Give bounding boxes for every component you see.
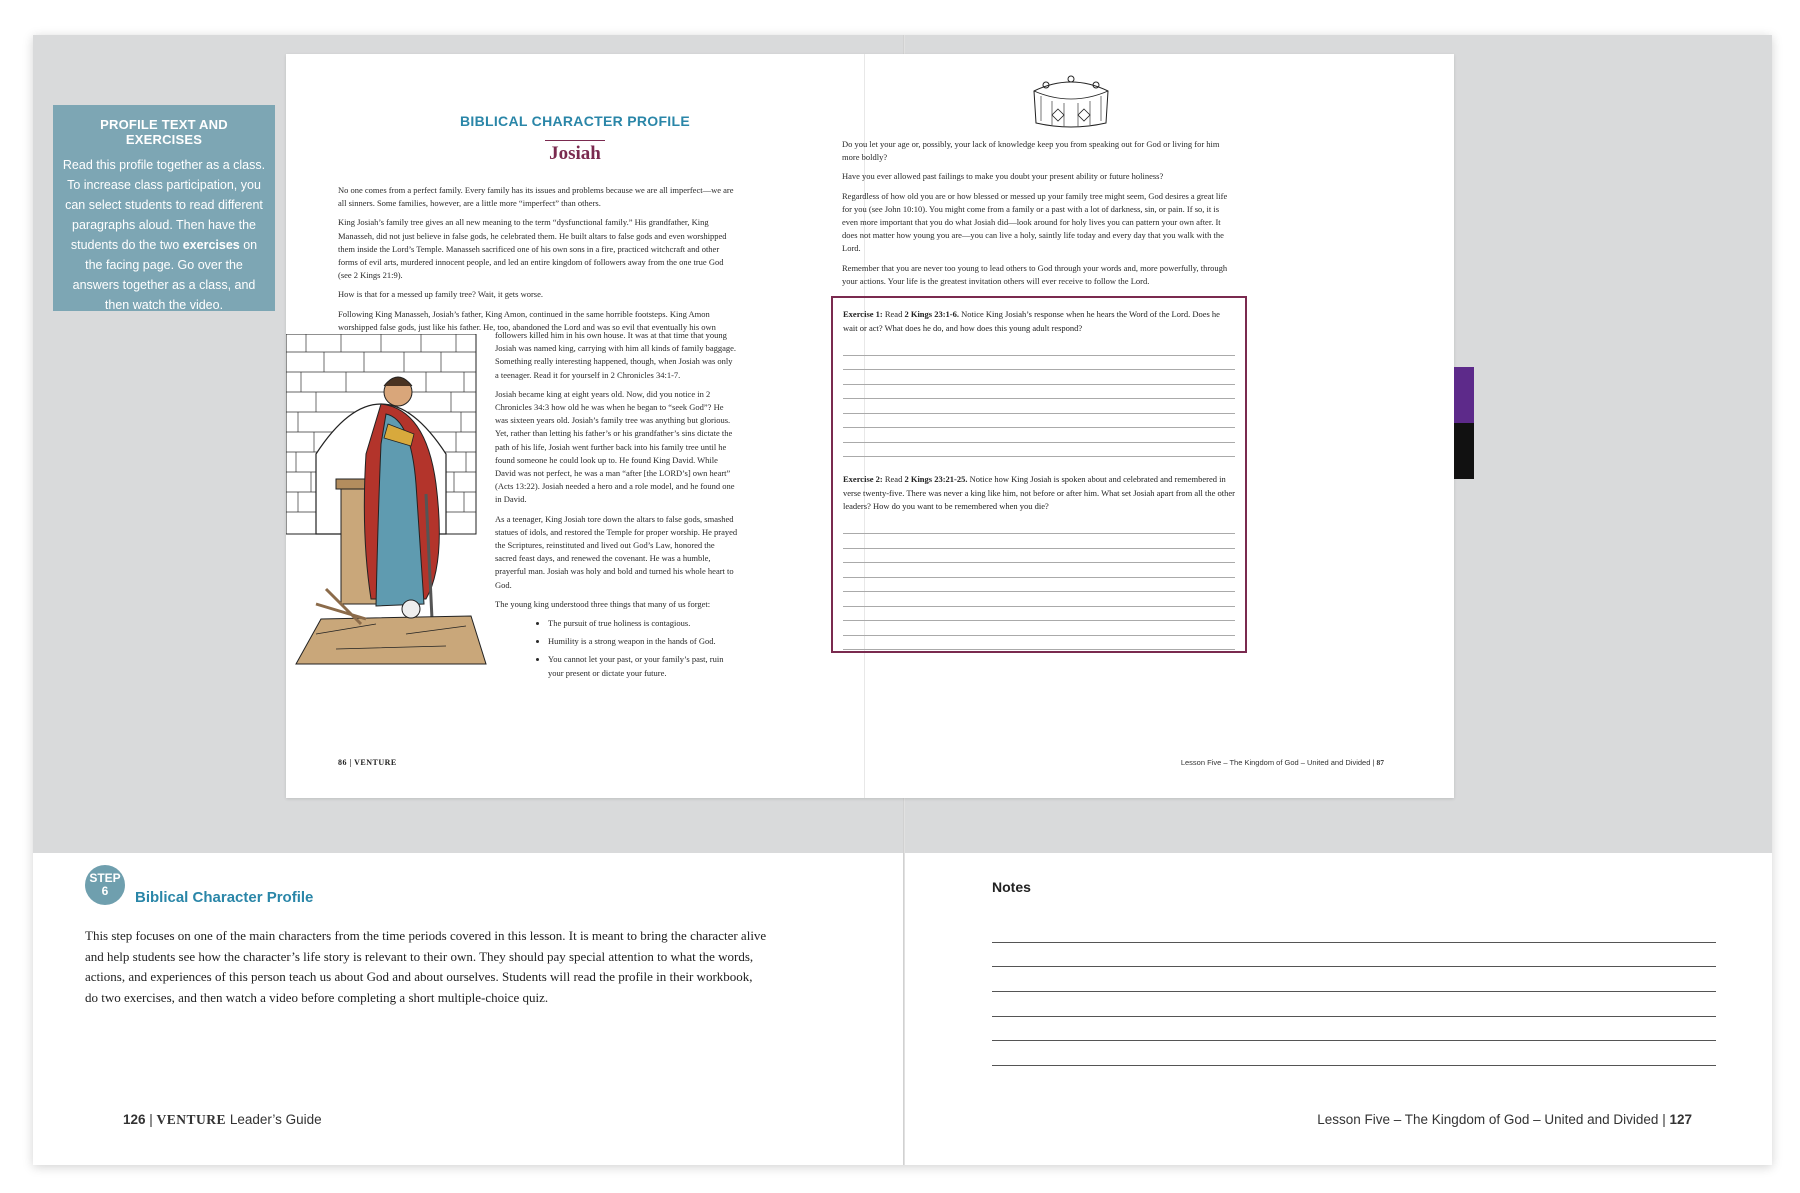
guide-page-number: 126	[123, 1112, 146, 1127]
notes-lines[interactable]	[992, 918, 1716, 1066]
josiah-illustration	[286, 334, 491, 679]
profile-body-right	[842, 138, 1237, 294]
sidebar-text-bold: exercises	[182, 238, 240, 252]
sidebar-text-part: Read this profile together as a class. To increase class participation, you can select students to read different paragraphs aloud. Then have the students do the two	[62, 158, 266, 252]
folio-title: VENTURE	[354, 758, 397, 767]
bullet-item: • You cannot let your past, or your family’s past, ruin your present or dictate your future.	[548, 653, 738, 679]
guide-folio-right: Lesson Five – The Kingdom of God – United and Divided | 127	[1317, 1112, 1692, 1127]
workbook-spread	[286, 54, 1454, 798]
workbook-folio-right: Lesson Five – The Kingdom of God – United and Divided | 87	[1180, 758, 1384, 767]
answer-line[interactable]	[843, 563, 1235, 578]
answer-line[interactable]	[843, 443, 1235, 458]
sidebar-text-part: on the facing page. Go over the answers together as a class, and then watch the video.	[72, 238, 258, 312]
guide-title: Lesson Five – The Kingdom of God – United and Divided	[1317, 1112, 1659, 1127]
notes-line[interactable]	[992, 918, 1716, 943]
notes-title: Notes	[992, 879, 1031, 895]
exercise-label: Exercise 1:	[843, 309, 883, 319]
answer-line[interactable]	[843, 636, 1235, 651]
step-line: and help students see how the character’s life story is relevant to their own. They should pay special attention to what the words,	[85, 948, 754, 964]
folio-page-number: 86	[338, 758, 347, 767]
paragraph: Remember that you are never too young to lead others to God through your words and, more powerfully, through your actions. Your life is the greatest invitation others will ever receive to follow the Lord.	[842, 262, 1228, 286]
section-tab-purple	[1454, 367, 1474, 423]
answer-line[interactable]	[843, 607, 1235, 622]
folio-title: Lesson Five – The Kingdom of God – United and Divided	[1180, 758, 1371, 767]
paragraph: No one comes from a perfect family. Every family has its issues and problems because we are all imperfect—we are all sinners. Some families, however, are a little more “imperfect” than others.	[338, 185, 734, 209]
answer-line[interactable]	[843, 370, 1235, 385]
profile-body-wrap	[495, 329, 738, 685]
notes-line[interactable]	[992, 992, 1716, 1017]
sidebar-title: PROFILE TEXT AND EXERCISES	[100, 117, 228, 147]
exercise-text: Notice how King Josiah is spoken about and celebrated and remembered in verse twenty-five. There was never a king like him, not before or after him. What set Josiah apart from all the other leaders? How do you want to be remembered when you die?	[843, 474, 1235, 511]
profile-sidebar-box	[53, 105, 275, 311]
notes-line[interactable]	[992, 943, 1716, 968]
profile-rule	[545, 140, 605, 141]
answer-line[interactable]	[843, 578, 1235, 593]
exercise-label: Exercise 2:	[843, 474, 883, 484]
paragraph: As a teenager, King Josiah tore down the altars to false gods, smashed statues of idols, and restored the Temple for proper worship. He prayed the Scriptures, reinstituted and lived out God’s Law, honored the sacred feast days, and renewed the covenant. He was a humble, prayerful man. Josiah was holy and bold and turned his whole heart to God.	[495, 513, 738, 590]
exercise-text: Notice King Josiah’s response when he hears the Word of the Lord. Does he wait or act? What does he do, and how does this young adult respond?	[843, 309, 1220, 333]
answer-line[interactable]	[843, 414, 1235, 429]
notes-line[interactable]	[992, 1041, 1716, 1066]
paragraph: Regardless of how old you are or how blessed or messed up your family tree might seem, God desires a great life for you (see John 10:10). You might come from a family or a past with a lot of darkness, sin, or pain. If so, it is even more important that you do what Josiah did—look around for holy lives you can pattern your own after. It does not matter how young you are—you can live a holy, saintly life today and every day that you walk with the Lord.	[842, 190, 1228, 254]
exercise-text: Read	[882, 474, 905, 484]
answer-line[interactable]	[843, 592, 1235, 607]
step-title: Biblical Character Profile	[135, 889, 314, 906]
profile-body-top	[338, 184, 734, 340]
step-badge	[85, 865, 125, 905]
paragraph: Following King Manasseh, Josiah’s father, King Amon, continued in the same horrible footsteps. King Amon worshipped false gods, just like his father. He, too, abandoned the Lord and was so evil that eventually his own	[338, 308, 716, 332]
exercise-1-prompt	[843, 308, 1235, 335]
answer-line[interactable]	[843, 341, 1235, 356]
sidebar-text	[61, 155, 267, 315]
answer-line[interactable]	[843, 534, 1235, 549]
answer-line[interactable]	[843, 385, 1235, 400]
profile-name: Josiah	[549, 143, 601, 164]
notes-line[interactable]	[992, 967, 1716, 992]
step-badge-label: STEP	[89, 871, 121, 885]
crown-icon	[1026, 71, 1116, 131]
answer-line[interactable]	[843, 549, 1235, 564]
paragraph: Do you let your age or, possibly, your lack of knowledge keep you from speaking out for God or living for him more boldly?	[842, 139, 1220, 163]
bullet-list	[495, 617, 738, 680]
folio-page-number: 87	[1376, 758, 1384, 767]
guide-folio-left: 126 | VENTURE Leader’s Guide	[123, 1112, 322, 1127]
paragraph: The young king understood three things that many of us forget:	[495, 598, 711, 609]
profile-kicker: BIBLICAL CHARACTER PROFILE	[460, 113, 690, 129]
paragraph: followers killed him in his own house. It was at that time that young Josiah was named king, carrying with him all kinds of family baggage. Something really interesting happened, though, when Josiah was only a teenager. Read it for yourself in 2 Chronicles 34:1-7.	[495, 330, 737, 380]
answer-line[interactable]	[843, 520, 1235, 535]
answer-line[interactable]	[843, 399, 1235, 414]
step-badge-number: 6	[101, 884, 109, 898]
paragraph: Have you ever allowed past failings to make you doubt your present ability or future holiness?	[842, 171, 1164, 182]
exercise-text: Read	[882, 309, 905, 319]
answer-line[interactable]	[843, 356, 1235, 371]
step-line: do two exercises, and then watch a video before completing a short multiple-choice quiz.	[85, 989, 549, 1005]
exercise-2-prompt	[843, 473, 1235, 514]
workbook-folio-left: 86 | VENTURE	[338, 758, 397, 767]
exercise-box	[831, 296, 1247, 653]
guide-brand: VENTURE	[156, 1112, 227, 1127]
answer-line[interactable]	[843, 428, 1235, 443]
answer-line[interactable]	[843, 621, 1235, 636]
bullet-item: • The pursuit of true holiness is contagious.	[548, 617, 738, 630]
guide-title: Leader’s Guide	[226, 1112, 322, 1127]
exercise-2-answer-lines[interactable]	[843, 520, 1235, 651]
notes-line[interactable]	[992, 1017, 1716, 1042]
guide-page-number: 127	[1669, 1112, 1692, 1127]
step-description	[85, 926, 825, 1008]
step-line: actions, and experiences of this person teach us about God and about ourselves. Students will read the profile in their workbook,	[85, 969, 753, 984]
paragraph: How is that for a messed up family tree? Wait, it gets worse.	[338, 289, 543, 300]
step-line: This step focuses on one of the main characters from the time periods covered in this lesson. It is meant to bring the character alive	[85, 928, 767, 943]
section-tab-black	[1454, 423, 1474, 479]
bullet-item: • Humility is a strong weapon in the hands of God.	[548, 635, 738, 648]
paragraph: Josiah became king at eight years old. Now, did you notice in 2 Chronicles 34:3 how old he was when he began to “seek God”? He was sixteen years old. Josiah’s family tree was anything but glorious. Yet, rather than letting his father’s or his grandfather’s sins dictate the path of his life, Josiah went further back into his family tree until he found someone he could look up to. He found King David. While David was not perfect, he was a man “after [the LORD’s] own heart” (Acts 13:22). Josiah needed a hero and a role model, and he found one in David.	[495, 388, 735, 505]
exercise-reference: 2 Kings 23:21-25.	[904, 474, 968, 484]
exercise-1-answer-lines[interactable]	[843, 341, 1235, 457]
paragraph: King Josiah’s family tree gives an all new meaning to the term “dysfunctional family.” His grandfather, King Manasseh, did not just believe in false gods, he celebrated them. He built altars to false gods and even worshipped them inside the Lord’s Temple. Manasseh sacrificed one of his own sons in a fire, practiced witchcraft and other forms of evil arts, murdered innocent people, and led an entire kingdom of followers away from the one true God (see 2 Kings 21:9).	[338, 217, 727, 281]
exercise-reference: 2 Kings 23:1-6.	[904, 309, 959, 319]
